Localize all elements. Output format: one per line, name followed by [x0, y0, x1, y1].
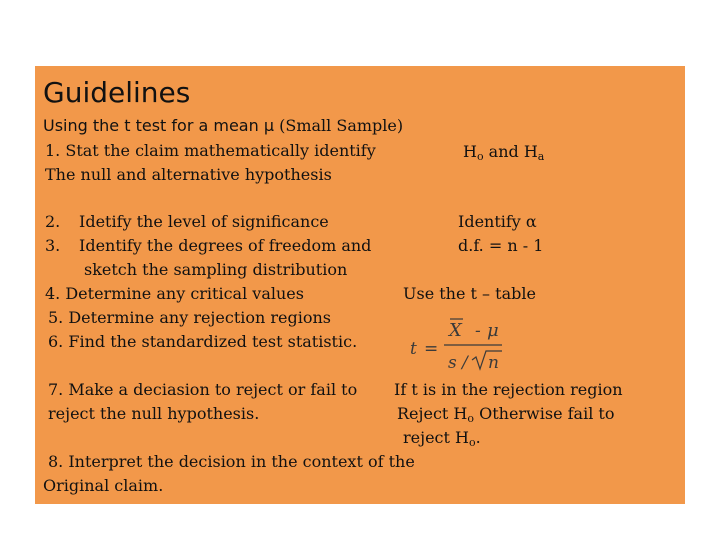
step6-text: 6. Find the standardized test statistic.	[48, 332, 358, 351]
step4-text: 4. Determine any critical values	[45, 284, 304, 303]
formula-equals: =	[424, 339, 439, 359]
subtitle-mu: μ	[263, 116, 275, 135]
step1-line2: The null and alternative hypothesis	[45, 165, 332, 184]
step7-line2: reject the null hypothesis.	[48, 404, 260, 423]
otherwise-text: Otherwise fail to	[474, 404, 615, 423]
reject-h-2-period: .	[475, 428, 481, 447]
step5-text: 5. Determine any rejection regions	[48, 308, 332, 327]
step3-right: d.f. = n - 1	[458, 236, 544, 255]
step7-right-line3	[403, 428, 481, 453]
reject-h-subscript: o	[467, 412, 474, 425]
step3-text-line2: sketch the sampling distribution	[84, 260, 348, 279]
step3-number: 3.	[45, 236, 61, 255]
step3-text: Identify the degrees of freedom and	[79, 236, 372, 255]
step2-right: Identify α	[458, 212, 537, 231]
step4-right: Use the t – table	[403, 284, 536, 303]
slide-title: Guidelines	[43, 76, 191, 109]
formula-t: t	[410, 339, 417, 359]
h-null-letter: H	[463, 142, 477, 161]
formula-minus: -	[475, 321, 481, 341]
t-statistic-formula	[406, 316, 516, 372]
step2-number: 2.	[45, 212, 61, 231]
step7-right-line2	[397, 404, 614, 429]
subtitle-text: Using the t test for a mean	[43, 116, 259, 135]
subtitle-rest: (Small Sample)	[279, 116, 404, 135]
step7-line1: 7. Make a deciasion to reject or fail to	[48, 380, 358, 399]
reject-h-2: reject H	[403, 428, 469, 447]
formula-xbar: X	[449, 320, 462, 341]
step8-line2: Original claim.	[43, 476, 164, 495]
step8-line1: 8. Interpret the decision in the context of the	[48, 452, 415, 471]
h-alt-subscript: a	[537, 150, 545, 163]
step1-hypotheses	[463, 142, 544, 167]
step7-right-line1: If t is in the rejection region	[394, 380, 623, 399]
h-null-subscript: o	[476, 150, 484, 163]
h-alt-letter: and H	[483, 142, 538, 161]
formula-mu: μ	[487, 320, 499, 341]
formula-s: s	[448, 353, 457, 372]
slide-subtitle	[43, 116, 403, 136]
reject-h-2-subscript: o	[468, 436, 476, 449]
formula-slash: /	[462, 353, 468, 372]
formula-n: n	[488, 353, 499, 372]
step2-text: Idetify the level of significance	[79, 212, 329, 231]
reject-h: Reject H	[397, 404, 468, 423]
step1-line1: 1. Stat the claim mathematically identify	[45, 141, 376, 160]
